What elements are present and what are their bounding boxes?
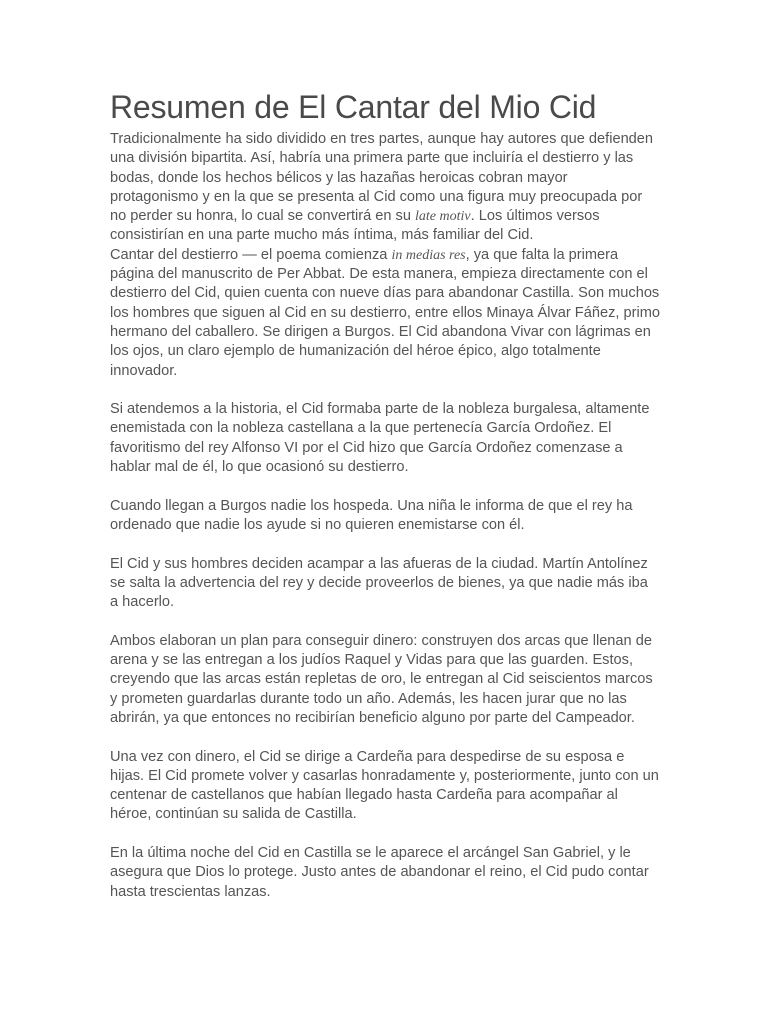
paragraph-intro bbox=[110, 130, 660, 246]
paragraph-cardena: Una vez con dinero, el Cid se dirige a Cardeña para despedirse de su esposa e hijas. El Cid promete volver y casarlas honradamente y, posteriormente, junto con un centenar de castellanos que habían llegado hasta Cardeña para acompañar al héroe, continúan su salida de Castilla. bbox=[110, 748, 659, 823]
paragraph-arcas: Ambos elaboran un plan para conseguir dinero: construyen dos arcas que llenan de arena y se las entregan a los judíos Raquel y Vidas para que las guarden. Estos, creyendo que las arcas están repletas de oro, le entregan al Cid seiscientos marcos y prometen guardarlas durante todo un año. Además, les hacen jurar que no las abrirán, ya que entonces no recibirían beneficio alguno por parte del Campeador. bbox=[110, 632, 653, 726]
paragraph-intro-text-b: . Los últimos versos consistirían en una parte mucho más íntima, más familiar del Cid. bbox=[110, 208, 600, 244]
paragraph-destierro-text-a: Cantar del destierro — el poema comienza bbox=[110, 246, 392, 263]
paragraph-destierro bbox=[110, 246, 660, 381]
paragraph-acampar: El Cid y sus hombres deciden acampar a las afueras de la ciudad. Martín Antolínez se salta la advertencia del rey y decide proveerlos de bienes, ya que nadie más iba a hacerlo. bbox=[110, 555, 648, 611]
paragraph-destierro-italic: in medias res bbox=[391, 247, 466, 263]
paragraph-intro-text-a: Tradicionalmente ha sido dividido en tres partes, aunque hay autores que defienden una división bipartita. Así, habría una primera parte que incluiría el destierro y las bodas, donde los hechos bélicos y las hazañas heroicas cobran mayor protagonismo y en la que se presenta al Cid como una figura muy preocupada por no perder su honra, lo cual se convertirá en su bbox=[110, 131, 654, 225]
paragraph-destierro-text-b: , ya que falta la primera página del manuscrito de Per Abbat. De esta manera, empieza directamente con el destierro del Cid, quien cuenta con nueve días para abandonar Castilla. Son muchos los hombres que siguen al Cid en su destierro, entre ellos Minaya Álvar Fáñez, primo hermano del caballero. Se dirigen a Burgos. El Cid abandona Vivar con lágrimas en los ojos, un claro ejemplo de humanización del héroe épico, algo totalmente innovador. bbox=[110, 246, 660, 379]
document-page bbox=[110, 86, 660, 902]
paragraph-burgos: Cuando llegan a Burgos nadie los hospeda. Una niña le informa de que el rey ha ordenado que nadie los ayude si no quieren enemistarse con él. bbox=[110, 497, 633, 533]
paragraph-historia: Si atendemos a la historia, el Cid formaba parte de la nobleza burgalesa, altamente enemistada con la nobleza castellana a la que pertenecía García Ordoñez. El favoritismo del rey Alfonso VI por el Cid hizo que García Ordoñez comenzase a hablar mal de él, lo que ocasionó su destierro. bbox=[110, 401, 650, 476]
paragraph-intro-italic: late motiv bbox=[415, 209, 471, 225]
document-title: Resumen de El Cantar del Mio Cid bbox=[110, 89, 597, 125]
paragraph-ultima-noche: En la última noche del Cid en Castilla se le aparece el arcángel San Gabriel, y le asegura que Dios lo protege. Justo antes de abandonar el reino, el Cid pudo contar hasta trescientas lanzas. bbox=[110, 844, 649, 900]
